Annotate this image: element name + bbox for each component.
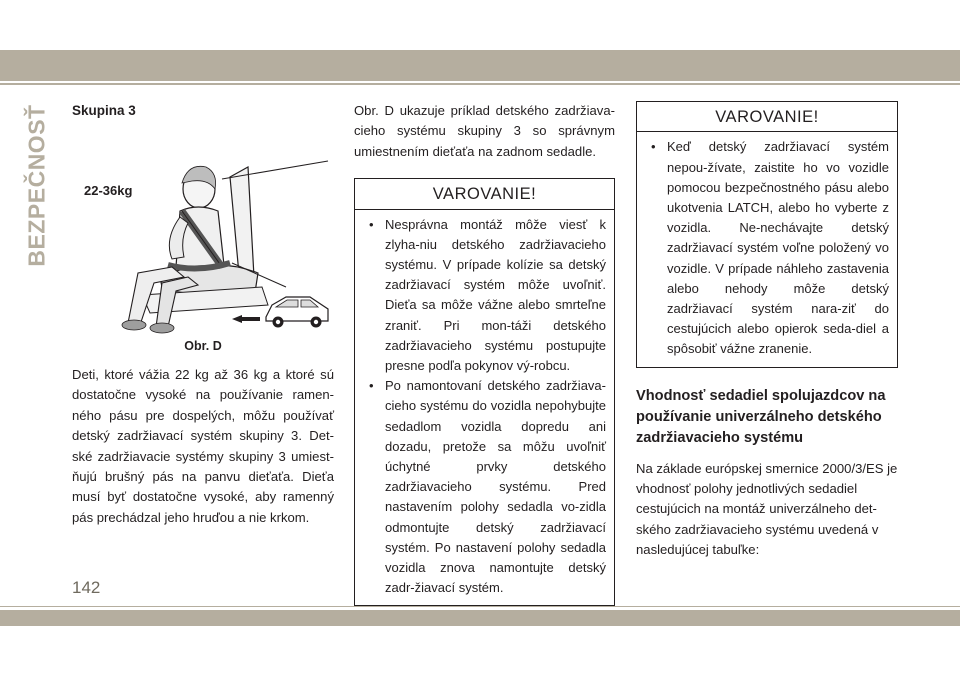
column-right [636,101,898,561]
warning-item: • Keď detský zadržiavací systém nepou-žívate, zaistite ho vo vozidle pomocou bezpečnostného pásu alebo ukotvenia LATCH, alebo ho vyberte z vozidla. Ne-nechávajte detský zadržiavací systém voľne položený vo vozidle. V prípade náhleho zastavenia alebo nehody môže detský zadržiavací systém nara-ziť do cestujúcich alebo opierok seda-diel a spôsobiť vážne zranenie. [651,139,889,357]
warning-box [636,101,898,368]
warning-list [637,132,897,366]
arrow-left-icon [232,315,242,323]
warning-box [354,178,615,606]
page-number: 142 [72,578,101,597]
figure-child-seat [72,127,334,337]
group-heading: Skupina 3 [72,103,136,118]
footer-rule [0,606,960,607]
footer-band [0,610,960,626]
column-left [72,101,334,528]
child-booster-illustration [72,127,334,337]
warning-item: • Nesprávna montáž môže viesť k zlyha-niu detského zadržiavacieho systému. V prípade kolízie sa detský zadržiavací systém môže uvoľniť. Dieťa sa môže vážne alebo smrteľne zraniť. Pri mon-táži detského zadržiavacieho systému postupujte presne podľa pokynov vý-robcu. [369,216,606,374]
warning-list [355,210,614,606]
section-heading: Vhodnosť sedadiel spolujazdcov na používanie univerzálneho detského zadržiavacieho systému [636,387,886,446]
car-icon [266,297,328,328]
warning-title: VAROVANIE! [637,102,897,132]
weight-label: 22-36kg [84,183,133,198]
warning-title: VAROVANIE! [355,179,614,209]
body-paragraph: Na základe európskej smernice 2000/3/ES je vhodnosť polohy jednotlivých sedadiel cestujúcich na montáž univerzálneho det-ského zadržiavacieho systému uvedená v nasledujúcej tabuľke: [636,460,898,558]
warning-item: • Po namontovaní detského zadržiava-cieho systému do vozidla nepohybujte sedadlom vozidla dopredu ani dozadu, pretože sa môžu uvoľniť úchytné prvky detského zadržiavacieho systému. Pred nastavením polohy sedadla vo-zidla odmontujte detský zadržiavací systém. Po nastavení polohy sedadla vozidla znova namontujte detský zadr-žiavací systém. [369,378,606,596]
section-side-label: BEZPEČNOSŤ [23,103,50,267]
column-middle [354,101,615,606]
header-rule [0,83,960,85]
figure-caption: Obr. D [184,339,222,353]
body-paragraph: Obr. D ukazuje príklad detského zadržiava-cieho systému skupiny 3 so správnym umiestnením dieťaťa na zadnom sedadle. [354,103,615,159]
header-band [0,50,960,81]
body-paragraph: Deti, ktoré vážia 22 kg až 36 kg a ktoré sú dostatočne vysoké na používanie ramen-ného pásu pre dospelých, môžu používať detský zadržiavací systém skupiny 3. Det-ské zadržiavacie systémy skupiny 3 umiest-ňujú brušný pás na panvu dieťaťa. Dieťa musí byť dostatočne vysoké, aby ramenný pás prechádzal jeho hruďou a nie krkom. [72,367,334,525]
